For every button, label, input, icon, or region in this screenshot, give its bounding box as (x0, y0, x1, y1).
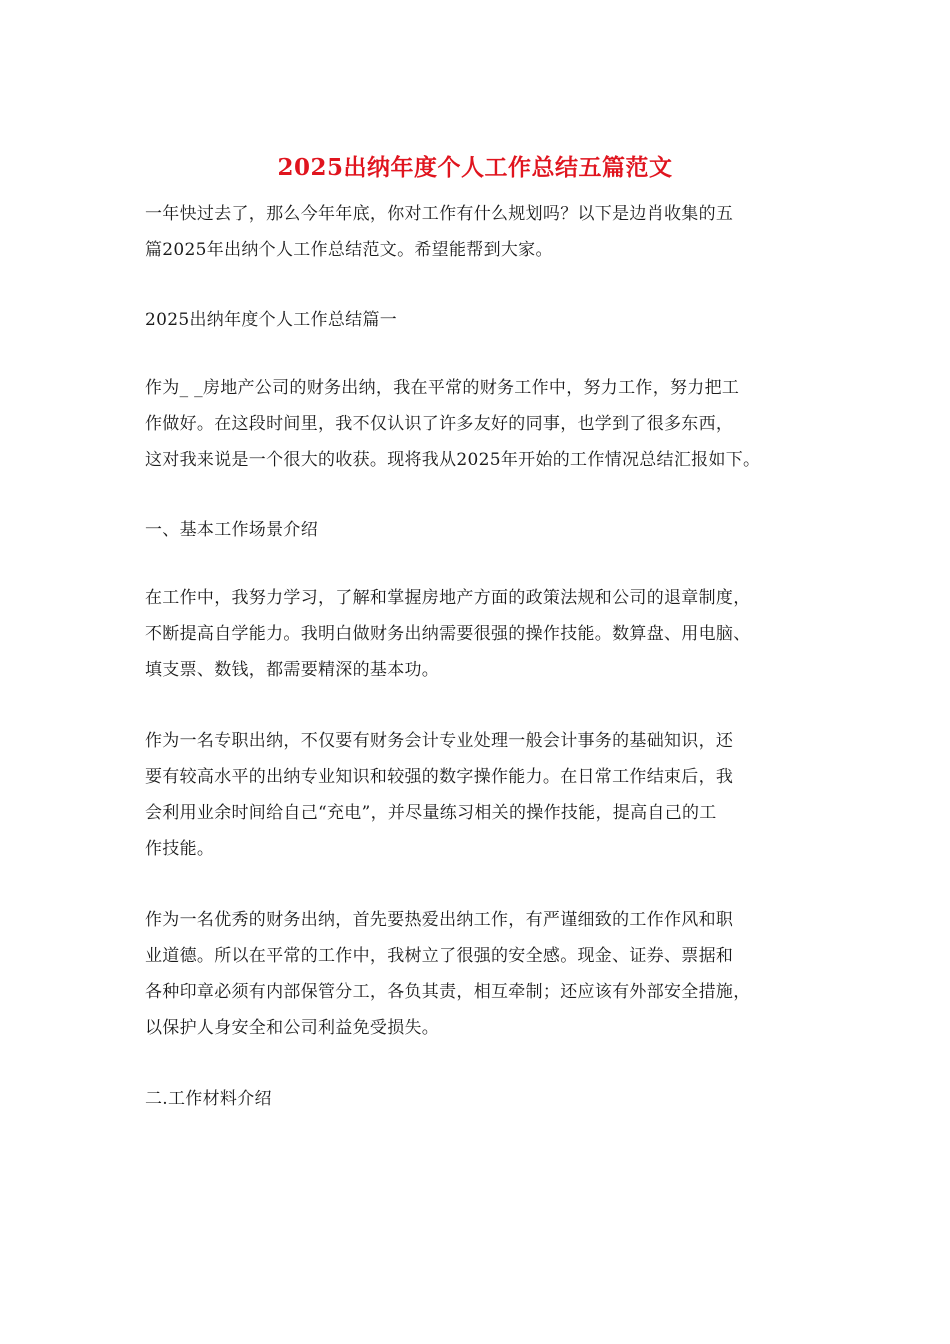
paragraph-line: 不断提高自学能力。我明白做财务出纳需要很强的操作技能。数算盘、用电脑、 (145, 624, 751, 644)
paragraph-line: 作做好。在这段时间里，我不仅认识了许多友好的同事，也学到了很多东西， (145, 414, 734, 434)
paragraph-line: 作为_ _房地产公司的财务出纳，我在平常的财务工作中，努力工作，努力把工 (145, 378, 740, 398)
paragraph-line: 在工作中，我努力学习，了解和掌握房地产方面的政策法规和公司的退章制度， (145, 588, 751, 608)
paragraph-line: 填支票、数钱，都需要精深的基本功。 (145, 660, 440, 680)
paragraph-line: 这对我来说是一个很大的收获。现将我从2025年开始的工作情况总结汇报如下。 (145, 450, 761, 470)
paragraph-4 (145, 902, 815, 1046)
paragraph-line: 以保护人身安全和公司利益免受损失。 (145, 1018, 440, 1038)
document-title: 2025出纳年度个人工作总结五篇范文 (277, 154, 673, 181)
paragraph-1 (145, 370, 815, 478)
intro-paragraph (145, 196, 815, 268)
paragraph-line: 业道德。所以在平常的工作中，我树立了很强的安全感。现金、证券、票据和 (145, 946, 734, 966)
subheading-1 (145, 512, 815, 548)
intro-line: 一年快过去了，那么今年年底，你对工作有什么规划吗？以下是边肖收集的五 (145, 204, 734, 224)
paragraph-line: 要有较高水平的出纳专业知识和较强的数字操作能力。在日常工作结束后，我 (145, 767, 734, 787)
paragraph-line: 各种印章必须有内部保管分工，各负其责，相互牵制；还应该有外部安全措施， (145, 982, 751, 1002)
section-heading (145, 302, 815, 338)
paragraph-line: 会利用业余时间给自己“充电”，并尽量练习相关的操作技能，提高自己的工 (145, 803, 717, 823)
paragraph-line: 作为一名优秀的财务出纳，首先要热爱出纳工作，有严谨细致的工作作风和职 (145, 910, 734, 930)
paragraph-line: 作技能。 (145, 839, 215, 859)
subheading-2 (145, 1081, 815, 1117)
subheading-text: 一、基本工作场景介绍 (145, 520, 318, 540)
paragraph-line: 作为一名专职出纳，不仅要有财务会计专业处理一般会计事务的基础知识，还 (145, 731, 734, 751)
paragraph-3 (145, 723, 815, 867)
intro-line: 篇2025年出纳个人工作总结范文。希望能帮到大家。 (145, 240, 553, 260)
section-heading-text: 2025出纳年度个人工作总结篇一 (145, 310, 398, 330)
subheading-text: 二.工作材料介绍 (145, 1089, 272, 1109)
paragraph-2 (145, 580, 815, 688)
